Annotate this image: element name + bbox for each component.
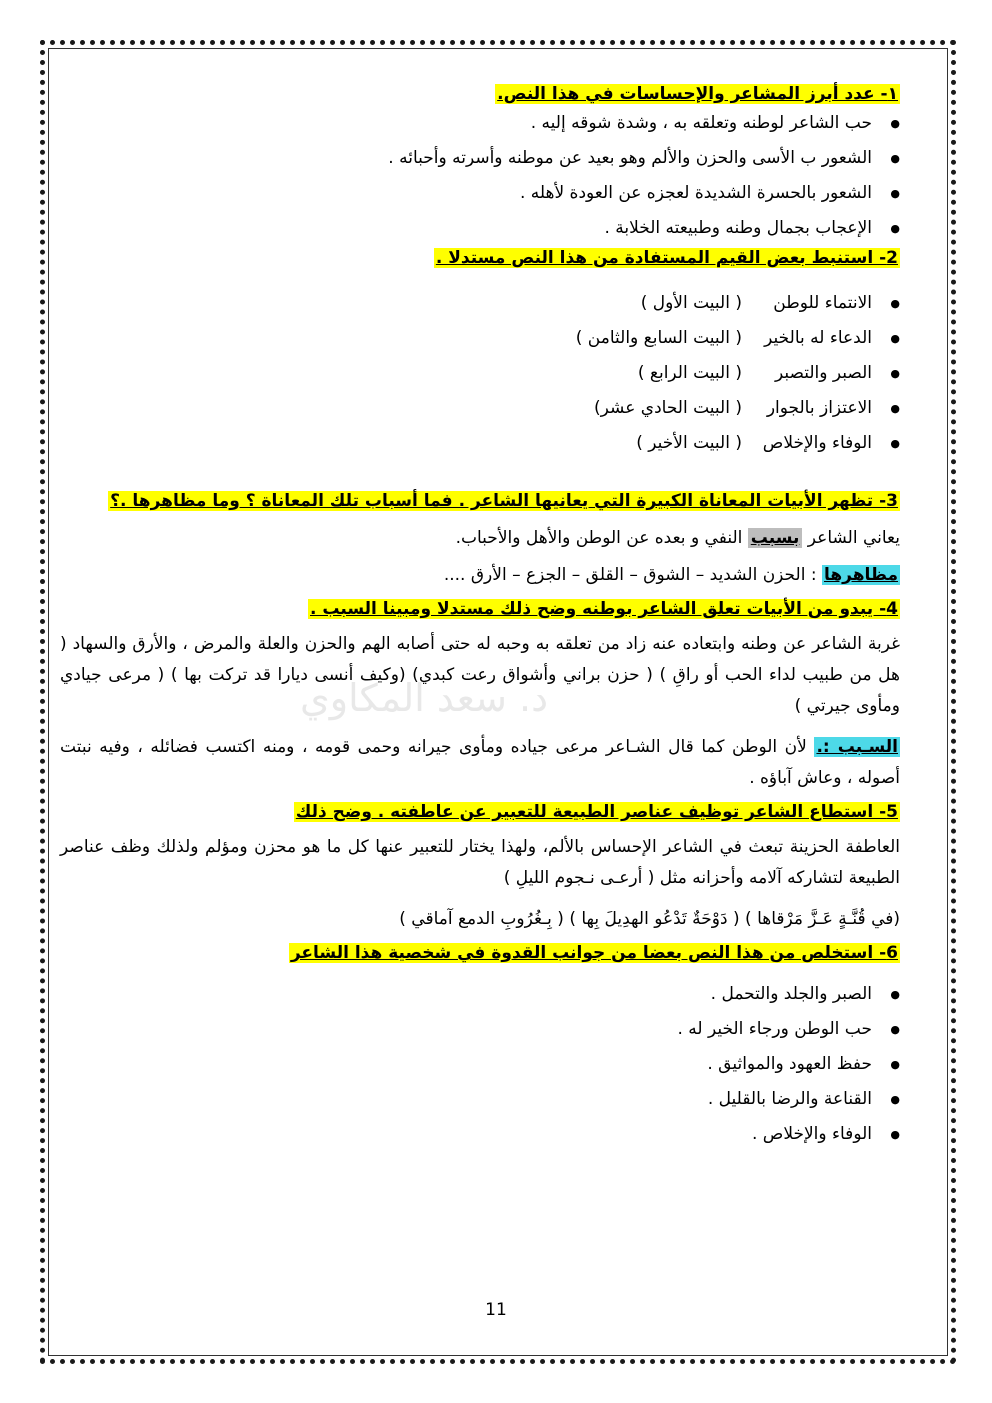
answer-5-examples: (في قُنَّـةٍ عَـزَّ مَرْقاها ) ( دَوْحَةٌ تَدْعُو الهدِيلَ بِها ) ( بِـغُرُوبِ الدمع آماقي ) bbox=[399, 909, 900, 929]
worksheet bbox=[60, 70, 900, 1152]
list-item: ● الاعتزاز بالجوار ( البيت الحادي عشر) bbox=[60, 391, 872, 426]
page-number: 11 bbox=[485, 1300, 507, 1320]
question-5: 5- استطاع الشاعر توظيف عناصر الطبيعة للتعبير عن عاطفته . وضح ذلك bbox=[295, 802, 898, 822]
question-2: 2- استنبط بعض القيم المستفادة من هذا النص مستدلا . bbox=[435, 248, 898, 268]
question-3: 3- تظهر الأبيات المعاناة الكبيرة التي يعانيها الشاعر . فما أسباب تلك المعاناة ؟ وما مظاهرها .؟ bbox=[110, 491, 898, 511]
list-item: ● القناعة والرضا بالقليل . bbox=[60, 1082, 872, 1117]
question-1: ١- عدد أبرز المشاعر والإحساسات في هذا النص. bbox=[497, 84, 898, 104]
answer-2-list bbox=[60, 286, 900, 461]
answer-3-signs: مظاهرها : الحزن الشديد – الشوق – القلق – الجزع – الأرق .... bbox=[443, 565, 898, 585]
list-item: ● الصبر والجلد والتحمل . bbox=[60, 977, 872, 1012]
watermark: د. سعد المكاوي bbox=[300, 676, 549, 720]
list-item: ● حب الشاعر لوطنه وتعلقه به ، وشدة شوقه إليه . bbox=[60, 106, 872, 141]
answer-1-list bbox=[60, 106, 900, 246]
list-item: ● الانتماء للوطن ( البيت الأول ) bbox=[60, 286, 872, 321]
answer-6-list bbox=[60, 977, 900, 1152]
answer-4-text: غربة الشاعر عن وطنه وابتعاده عنه زاد من تعلقه به وحبه له حتى أصابه الهم والحزن والعلة والمرض ، والأرق والسهاد ( هل من طبيب لداء الحب أو راقِ ) ( حزن براني وأشواق رعت كبدي) (وكيف أنسى ديارا قد تركت بها ) ( مرعى جيادي ومأوى جيرتي ) bbox=[60, 634, 900, 716]
question-4: 4- يبدو من الأبيات تعلق الشاعر بوطنه وضح ذلك مستدلا ومبينا السبب . bbox=[310, 599, 898, 619]
answer-4-reason: السـبب :. لأن الوطن كما قال الشـاعر مرعى جياده ومأوى جيرانه وحمى قومه ، ومنه اكتسب فضائله ، وفيه نبتت أصوله ، وعاش آباؤه . bbox=[60, 737, 900, 788]
list-item: ● حب الوطن ورجاء الخير له . bbox=[60, 1012, 872, 1047]
answer-3-cause: يعاني الشاعر بسبب النفي و بعده عن الوطن والأهل والأحباب. bbox=[455, 528, 900, 548]
list-item: ● الشعور بالحسرة الشديدة لعجزه عن العودة لأهله . bbox=[60, 176, 872, 211]
list-item: ● الإعجاب بجمال وطنه وطبيعته الخلابة . bbox=[60, 211, 872, 246]
list-item: ● الوفاء والإخلاص . bbox=[60, 1117, 872, 1152]
list-item: ● الدعاء له بالخير ( البيت السابع والثامن ) bbox=[60, 321, 872, 356]
list-item: ● الصبر والتصبر ( البيت الرابع ) bbox=[60, 356, 872, 391]
list-item: ● الوفاء والإخلاص ( البيت الأخير ) bbox=[60, 426, 872, 461]
list-item: ● حفظ العهود والمواثيق . bbox=[60, 1047, 872, 1082]
question-6: 6- استخلص من هذا النص بعضا من جوانب القدوة في شخصية هذا الشاعر bbox=[290, 943, 898, 963]
list-item: ● الشعور ب الأسى والحزن والألم وهو بعيد عن موطنه وأسرته وأحبائه . bbox=[60, 141, 872, 176]
answer-5-text: العاطفة الحزينة تبعث في الشاعر الإحساس بالألم، ولهذا يختار للتعبير عنها كل ما هو محزن ومؤلم ولذلك وظف عناصر الطبيعة لتشاركه آلامه وأحزانه مثل ( أرعـى نـجوم الليلِ ) bbox=[60, 837, 900, 888]
